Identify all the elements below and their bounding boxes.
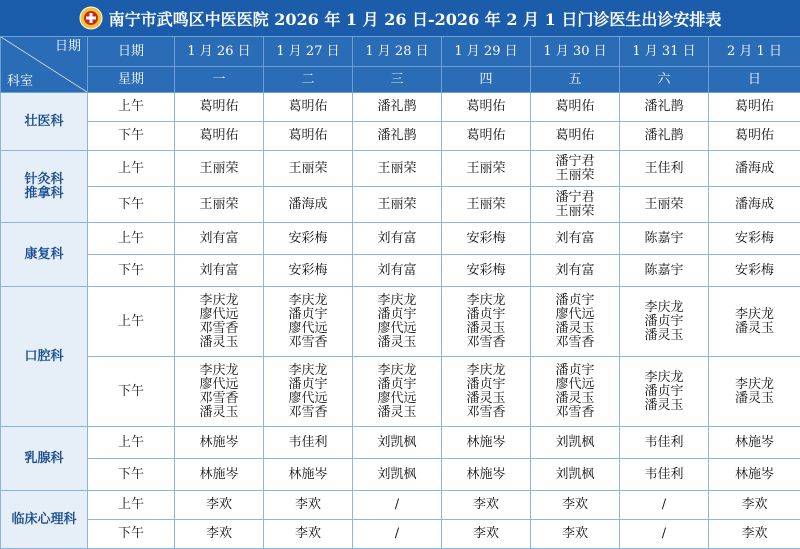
doctor-cell [620, 255, 709, 287]
doctor-name: 王丽荣 [175, 198, 263, 212]
schedule-row [1, 287, 800, 357]
doctor-name: 潘灵玉 [353, 336, 441, 350]
doctor-name: 刘有富 [531, 264, 619, 278]
doctor-name: 刘有富 [175, 264, 263, 278]
doctor-name: 李庆龙 [620, 371, 708, 385]
doctor-name: 葛明佑 [442, 100, 530, 114]
doctor-cell [175, 520, 264, 549]
time-slot-label: 下午 [88, 187, 175, 223]
doctor-cell [264, 357, 353, 427]
schedule-row [1, 223, 800, 255]
weekday-header: 五 [531, 67, 620, 93]
doctor-name: 廖代远 [353, 392, 441, 406]
schedule-row [1, 122, 800, 151]
doctor-name: 李欢 [442, 527, 530, 541]
doctor-name: 潘贞宇 [620, 315, 708, 329]
department-name [1, 93, 88, 151]
doctor-cell [264, 223, 353, 255]
doctor-cell [353, 357, 442, 427]
time-slot-label: 上午 [88, 93, 175, 122]
time-slot-label: 下午 [88, 122, 175, 151]
doctor-name: 李庆龙 [175, 364, 263, 378]
corner-dept-label: 科室 [7, 75, 33, 89]
doctor-name: 李庆龙 [620, 301, 708, 315]
doctor-cell [264, 151, 353, 187]
doctor-name: 潘贞宇 [442, 308, 530, 322]
doctor-name: 潘海成 [709, 198, 800, 212]
doctor-cell [709, 520, 800, 549]
doctor-cell [442, 459, 531, 491]
doctor-name: 葛明佑 [709, 100, 800, 114]
doctor-cell [709, 357, 800, 427]
doctor-name: 葛明佑 [175, 129, 263, 143]
doctor-name: 安彩梅 [264, 232, 352, 246]
doctor-name: 廖代远 [175, 308, 263, 322]
doctor-name: 李庆龙 [709, 378, 800, 392]
schedule-table [0, 36, 800, 549]
doctor-cell [620, 520, 709, 549]
schedule-row [1, 93, 800, 122]
doctor-name: 李欢 [709, 527, 800, 541]
doctor-cell [175, 151, 264, 187]
time-slot-label: 上午 [88, 223, 175, 255]
department-name [1, 223, 88, 287]
doctor-name: 潘灵玉 [442, 322, 530, 336]
doctor-cell [353, 151, 442, 187]
doctor-name: 潘礼鹊 [353, 129, 441, 143]
time-slot-label: 下午 [88, 357, 175, 427]
doctor-cell [709, 491, 800, 520]
time-slot-label: 上午 [88, 491, 175, 520]
doctor-cell [620, 93, 709, 122]
doctor-name: 邓雪香 [175, 322, 263, 336]
doctor-cell [175, 459, 264, 491]
doctor-name: / [353, 498, 441, 512]
doctor-cell [175, 223, 264, 255]
doctor-name: 葛明佑 [442, 129, 530, 143]
doctor-cell [531, 357, 620, 427]
weekday-header: 三 [353, 67, 442, 93]
time-slot-label: 下午 [88, 520, 175, 549]
doctor-name: 潘贞宇 [442, 378, 530, 392]
doctor-name: 安彩梅 [709, 264, 800, 278]
date-header: 1 月 28 日 [353, 37, 442, 67]
doctor-name: 安彩梅 [442, 264, 530, 278]
schedule-row [1, 427, 800, 459]
doctor-cell [175, 187, 264, 223]
doctor-name: 潘海成 [709, 162, 800, 176]
doctor-cell [531, 122, 620, 151]
schedule-row [1, 491, 800, 520]
doctor-name: 李欢 [175, 498, 263, 512]
doctor-name: 陈嘉宇 [620, 264, 708, 278]
corner-header [1, 37, 88, 93]
doctor-name: 邓雪香 [442, 336, 530, 350]
doctor-cell [353, 427, 442, 459]
doctor-name: 韦佳利 [620, 468, 708, 482]
doctor-cell [264, 187, 353, 223]
doctor-name: 李庆龙 [709, 308, 800, 322]
doctor-name: 李欢 [264, 498, 352, 512]
doctor-name: 李欢 [264, 527, 352, 541]
department-name [1, 151, 88, 223]
doctor-name: 潘灵玉 [353, 406, 441, 420]
doctor-name: 潘宁君 [531, 191, 619, 205]
doctor-name: 林施岑 [175, 468, 263, 482]
schedule-row [1, 151, 800, 187]
doctor-cell [442, 187, 531, 223]
date-header: 1 月 29 日 [442, 37, 531, 67]
doctor-name: 潘礼鹊 [620, 129, 708, 143]
doctor-name: 潘礼鹊 [353, 100, 441, 114]
doctor-name: 葛明佑 [264, 129, 352, 143]
doctor-cell [620, 427, 709, 459]
doctor-cell [531, 427, 620, 459]
doctor-cell [620, 357, 709, 427]
doctor-cell [353, 491, 442, 520]
doctor-name: 廖代远 [264, 392, 352, 406]
doctor-name: 林施岑 [709, 468, 800, 482]
doctor-cell [175, 255, 264, 287]
doctor-cell [709, 427, 800, 459]
doctor-name: 廖代远 [264, 322, 352, 336]
doctor-name: 安彩梅 [264, 264, 352, 278]
doctor-name: 潘灵玉 [620, 329, 708, 343]
doctor-cell [442, 93, 531, 122]
doctor-cell [442, 520, 531, 549]
hospital-logo-icon [79, 6, 103, 30]
doctor-cell [264, 520, 353, 549]
doctor-name: 李庆龙 [264, 364, 352, 378]
doctor-cell [264, 255, 353, 287]
doctor-name: 王丽荣 [531, 169, 619, 183]
doctor-name: 刘凯枫 [531, 436, 619, 450]
doctor-name: 刘有富 [175, 232, 263, 246]
doctor-name: 邓雪香 [531, 336, 619, 350]
doctor-name: 王丽荣 [620, 198, 708, 212]
weekday-header: 日 [709, 67, 800, 93]
doctor-cell [531, 255, 620, 287]
doctor-cell [442, 427, 531, 459]
doctor-name: 潘灵玉 [442, 392, 530, 406]
doctor-name: 廖代远 [531, 378, 619, 392]
department-name-line: 针灸科 [1, 173, 87, 187]
time-slot-label: 上午 [88, 151, 175, 187]
doctor-name: 潘灵玉 [531, 322, 619, 336]
doctor-cell [531, 151, 620, 187]
doctor-name: 林施岑 [709, 436, 800, 450]
doctor-cell [353, 255, 442, 287]
doctor-name: 王丽荣 [175, 162, 263, 176]
doctor-cell [353, 93, 442, 122]
date-header: 1 月 27 日 [264, 37, 353, 67]
doctor-cell [709, 122, 800, 151]
doctor-cell [264, 287, 353, 357]
doctor-name: 葛明佑 [709, 129, 800, 143]
doctor-name: 葛明佑 [531, 129, 619, 143]
schedule-row [1, 255, 800, 287]
doctor-cell [442, 255, 531, 287]
doctor-name: 王丽荣 [442, 198, 530, 212]
date-row-label: 日期 [88, 37, 175, 67]
doctor-name: 潘贞宇 [531, 364, 619, 378]
doctor-name: 潘贞宇 [264, 308, 352, 322]
department-name-line: 康复科 [1, 248, 87, 262]
doctor-cell [175, 93, 264, 122]
doctor-cell [264, 427, 353, 459]
doctor-name: 李欢 [531, 498, 619, 512]
time-slot-label: 上午 [88, 427, 175, 459]
doctor-name: / [620, 527, 708, 541]
doctor-cell [709, 93, 800, 122]
doctor-name: 李欢 [442, 498, 530, 512]
schedule-body [1, 93, 800, 549]
doctor-name: 林施岑 [264, 468, 352, 482]
department-name-line: 推拿科 [1, 187, 87, 201]
doctor-cell [264, 122, 353, 151]
doctor-name: 林施岑 [175, 436, 263, 450]
doctor-name: 刘凯枫 [531, 468, 619, 482]
doctor-name: 刘有富 [531, 232, 619, 246]
doctor-cell [353, 459, 442, 491]
doctor-name: 潘灵玉 [175, 406, 263, 420]
doctor-name: 潘宁君 [531, 155, 619, 169]
doctor-cell [175, 491, 264, 520]
doctor-cell [531, 187, 620, 223]
doctor-cell [442, 491, 531, 520]
doctor-cell [175, 122, 264, 151]
doctor-name: 潘灵玉 [709, 392, 800, 406]
department-name-line: 壮医科 [1, 115, 87, 129]
doctor-cell [620, 459, 709, 491]
time-slot-label: 下午 [88, 459, 175, 491]
doctor-name: 潘海成 [264, 198, 352, 212]
doctor-cell [353, 187, 442, 223]
doctor-cell [531, 223, 620, 255]
doctor-name: 邓雪香 [442, 406, 530, 420]
doctor-cell [709, 223, 800, 255]
doctor-name: 李庆龙 [442, 364, 530, 378]
doctor-name: 韦佳利 [264, 436, 352, 450]
doctor-name: / [620, 498, 708, 512]
doctor-cell [709, 459, 800, 491]
weekday-header: 一 [175, 67, 264, 93]
doctor-name: 潘灵玉 [709, 322, 800, 336]
date-row [1, 37, 800, 67]
doctor-cell [531, 93, 620, 122]
doctor-name: 林施岑 [442, 436, 530, 450]
department-name [1, 491, 88, 549]
date-header: 1 月 31 日 [620, 37, 709, 67]
doctor-name: 韦佳利 [620, 436, 708, 450]
weekday-header: 二 [264, 67, 353, 93]
doctor-cell [442, 122, 531, 151]
doctor-cell [175, 357, 264, 427]
doctor-cell [353, 287, 442, 357]
weekday-header: 四 [442, 67, 531, 93]
department-name-line: 临床心理科 [1, 513, 87, 527]
weekday-header: 六 [620, 67, 709, 93]
doctor-name: 潘贞宇 [353, 308, 441, 322]
doctor-name: 王丽荣 [353, 162, 441, 176]
doctor-name: 李欢 [531, 527, 619, 541]
doctor-cell [620, 491, 709, 520]
doctor-cell [264, 459, 353, 491]
department-name-line: 口腔科 [1, 350, 87, 364]
doctor-cell [353, 520, 442, 549]
doctor-name: 潘贞宇 [353, 378, 441, 392]
doctor-cell [264, 491, 353, 520]
doctor-name: 葛明佑 [264, 100, 352, 114]
doctor-cell [264, 93, 353, 122]
doctor-cell [531, 520, 620, 549]
date-header: 1 月 26 日 [175, 37, 264, 67]
doctor-name: 葛明佑 [531, 100, 619, 114]
doctor-cell [353, 122, 442, 151]
doctor-name: 王丽荣 [353, 198, 441, 212]
doctor-name: 李欢 [709, 498, 800, 512]
doctor-name: 李庆龙 [264, 294, 352, 308]
doctor-cell [620, 151, 709, 187]
doctor-cell [709, 255, 800, 287]
doctor-name: 潘贞宇 [264, 378, 352, 392]
doctor-name: 李庆龙 [442, 294, 530, 308]
doctor-name: 王佳利 [620, 162, 708, 176]
doctor-name: 邓雪香 [531, 406, 619, 420]
department-name [1, 287, 88, 427]
doctor-cell [620, 187, 709, 223]
doctor-name: 葛明佑 [175, 100, 263, 114]
doctor-name: 邓雪香 [264, 406, 352, 420]
doctor-name: 李欢 [175, 527, 263, 541]
date-header: 1 月 30 日 [531, 37, 620, 67]
doctor-name: 潘灵玉 [620, 399, 708, 413]
corner-date-label: 日期 [55, 40, 81, 54]
doctor-cell [709, 287, 800, 357]
doctor-cell [531, 459, 620, 491]
doctor-name: 李庆龙 [175, 294, 263, 308]
doctor-name: 刘有富 [353, 232, 441, 246]
doctor-name: 潘贞宇 [620, 385, 708, 399]
doctor-cell [709, 187, 800, 223]
doctor-name: / [353, 527, 441, 541]
doctor-name: 刘凯枫 [353, 468, 441, 482]
doctor-name: 潘灵玉 [175, 336, 263, 350]
weekday-row [1, 67, 800, 93]
schedule-row [1, 459, 800, 491]
doctor-name: 李庆龙 [353, 294, 441, 308]
doctor-cell [175, 427, 264, 459]
doctor-cell [442, 223, 531, 255]
doctor-cell [531, 491, 620, 520]
schedule-row [1, 357, 800, 427]
doctor-name: 刘凯枫 [353, 436, 441, 450]
doctor-name: 安彩梅 [442, 232, 530, 246]
doctor-name: 廖代远 [175, 378, 263, 392]
doctor-name: 潘贞宇 [531, 294, 619, 308]
doctor-name: 林施岑 [442, 468, 530, 482]
doctor-name: 刘有富 [353, 264, 441, 278]
doctor-cell [442, 357, 531, 427]
doctor-cell [442, 151, 531, 187]
schedule-row [1, 187, 800, 223]
doctor-cell [620, 223, 709, 255]
doctor-cell [709, 151, 800, 187]
doctor-cell [442, 287, 531, 357]
doctor-name: 邓雪香 [264, 336, 352, 350]
doctor-cell [353, 223, 442, 255]
doctor-name: 陈嘉宇 [620, 232, 708, 246]
time-slot-label: 下午 [88, 255, 175, 287]
doctor-name: 安彩梅 [709, 232, 800, 246]
doctor-cell [620, 122, 709, 151]
page-title: 南宁市武鸣区中医医院 2026 年 1 月 26 日-2026 年 2 月 1 日门诊医生出诊安排表 [109, 7, 722, 30]
department-name-line: 乳腺科 [1, 452, 87, 466]
doctor-name: 王丽荣 [442, 162, 530, 176]
title-bar [0, 0, 800, 36]
doctor-name: 王丽荣 [531, 205, 619, 219]
schedule-row [1, 520, 800, 549]
doctor-name: 廖代远 [531, 308, 619, 322]
time-slot-label: 上午 [88, 287, 175, 357]
department-name [1, 427, 88, 491]
doctor-cell [175, 287, 264, 357]
doctor-cell [620, 287, 709, 357]
date-header: 2 月 1 日 [709, 37, 800, 67]
doctor-name: 廖代远 [353, 322, 441, 336]
doctor-name: 潘灵玉 [531, 392, 619, 406]
weekday-row-label: 星期 [88, 67, 175, 93]
doctor-name: 邓雪香 [175, 392, 263, 406]
doctor-name: 李庆龙 [353, 364, 441, 378]
doctor-cell [531, 287, 620, 357]
doctor-name: 潘礼鹊 [620, 100, 708, 114]
doctor-name: 王丽荣 [264, 162, 352, 176]
